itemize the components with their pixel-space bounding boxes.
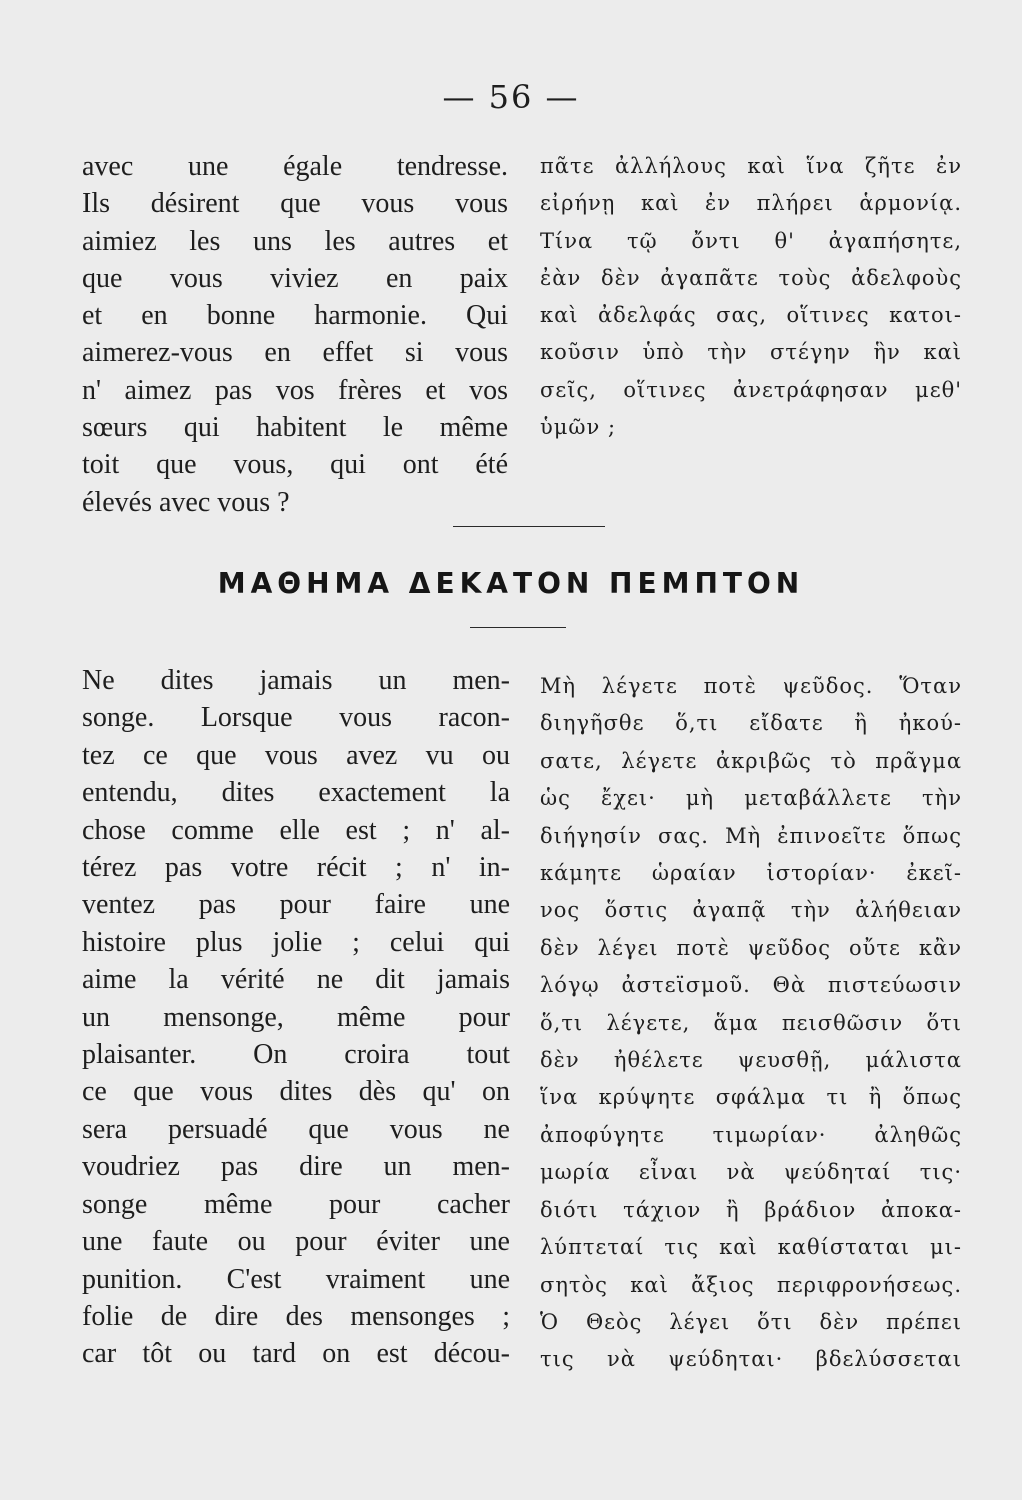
text-line: tez ce que vous avez vu ou [82, 739, 510, 771]
text-line: κάμητε ὡραίαν ἱστορίαν· ἐκεῖ- [540, 861, 962, 886]
text-line: ὅ,τι λέγετε, ἅμα πεισθῶσιν ὅτι [540, 1010, 962, 1035]
text-line: τις νὰ ψεύδηται· βδελύσσεται [540, 1347, 962, 1372]
text-line: Μὴ λέγετε ποτὲ ψεῦδος. Ὅταν [540, 674, 962, 698]
text-line: élevés avec vous ? [82, 486, 290, 518]
text-line: ἐὰν δὲν ἀγαπᾶτε τοὺς ἀδελφοὺς [540, 265, 962, 290]
text-line: que vous viviez en paix [82, 262, 508, 294]
text-line: διηγῆσθε ὅ,τι εἴδατε ἢ ἠκού- [540, 711, 962, 736]
top-divider-rule [453, 526, 605, 527]
text-line: διήγησίν σας. Μὴ ἐπινοεῖτε ὅπως [540, 823, 962, 848]
text-line: sœurs qui habitent le même [82, 412, 508, 444]
text-line: σητὸς καὶ ἄξιος περιφρονήσεως. [540, 1272, 962, 1297]
text-line: σατε, λέγετε ἀκριβῶς τὸ πρᾶγμα [540, 748, 962, 773]
top-greek-column [540, 148, 962, 446]
text-line: n' aimez pas vos frères et vos [82, 374, 508, 406]
text-line: διότι τάχιον ἢ βράδιον ἀποκα- [540, 1197, 962, 1222]
text-line: et en bonne harmonie. Qui [82, 300, 508, 332]
text-line: Ὁ Θεὸς λέγει ὅτι δὲν πρέπει [540, 1309, 962, 1334]
text-line: folie de dire des mensonges ; [82, 1300, 510, 1332]
text-line: voudriez pas dire un men- [82, 1151, 510, 1183]
text-line: δὲν ἠθέλετε ψευσθῇ, μάλιστα [540, 1048, 962, 1073]
text-line: πᾶτε ἀλλήλους καὶ ἵνα ζῆτε ἐν [540, 154, 962, 178]
text-line: μωρία εἶναι νὰ ψεύδηταί τις· [540, 1160, 962, 1185]
page-number: — 56 — [442, 78, 580, 116]
text-line: térez pas votre récit ; n' in- [82, 852, 510, 884]
text-line: car tôt ou tard on est décou- [82, 1338, 510, 1370]
bottom-greek-column [540, 668, 962, 1379]
text-line: κοῦσιν ὑπὸ τὴν στέγην ἣν καὶ [540, 340, 962, 365]
text-line: punition. C'est vraiment une [82, 1263, 510, 1295]
text-line: songe même pour cacher [82, 1188, 510, 1220]
text-line: un mensonge, même pour [82, 1001, 510, 1033]
text-line: εἰρήνῃ καὶ ἐν πλήρει ἁρμονίᾳ. [540, 191, 962, 216]
text-line: toit que vous, qui ont été [82, 449, 508, 481]
text-line: ἵνα κρύψητε σφάλμα τι ἢ ὅπως [540, 1085, 962, 1110]
text-line: ce que vous dites dès qu' on [82, 1076, 510, 1108]
text-line: chose comme elle est ; n' al- [82, 814, 510, 846]
text-line: ἀποφύγητε τιμωρίαν· ἀληθῶς [540, 1122, 962, 1147]
text-line: une faute ou pour éviter une [82, 1226, 510, 1258]
text-line: σεῖς, οἵτινες ἀνετράφησαν μεθ' [540, 377, 962, 402]
text-line: Ils désirent que vous vous [82, 188, 508, 220]
text-line: καὶ ἀδελφάς σας, οἵτινες κατοι- [540, 303, 962, 328]
text-line: sera persuadé que vous ne [82, 1113, 510, 1145]
text-line: histoire plus jolie ; celui qui [82, 926, 510, 958]
text-line: Ne dites jamais un men- [82, 665, 510, 696]
text-line: νος ὅστις ἀγαπᾷ τὴν ἀλήθειαν [540, 898, 962, 923]
text-line: ventez pas pour faire une [82, 889, 510, 921]
text-line: aimerez-vous en effet si vous [82, 337, 508, 369]
text-line: δὲν λέγει ποτὲ ψεῦδος οὔτε κἂν [540, 935, 962, 960]
text-line: avec une égale tendresse. [82, 151, 508, 182]
text-line: λόγῳ ἀστεϊσμοῦ. Θὰ πιστεύωσιν [540, 973, 962, 998]
top-french-column [82, 148, 508, 521]
text-line: aimiez les uns les autres et [82, 225, 508, 257]
text-line: ὑμῶν ; [540, 415, 617, 440]
text-line: ὡς ἔχει· μὴ μεταβάλλετε τὴν [540, 786, 962, 811]
lesson-title: ΜΑΘΗΜΑ ΔΕΚΑΤΟΝ ΠΕΜΠΤΟΝ [217, 567, 805, 600]
text-line: Τίνα τῷ ὄντι θ' ἀγαπήσητε, [540, 228, 962, 253]
text-line: entendu, dites exactement la [82, 777, 510, 809]
bottom-divider-rule [470, 627, 566, 628]
text-line: λύπτεταί τις καὶ καθίσταται μι- [540, 1235, 962, 1260]
text-line: plaisanter. On croira tout [82, 1039, 510, 1071]
text-line: aime la vérité ne dit jamais [82, 964, 510, 996]
bottom-french-column [82, 662, 510, 1373]
text-line: songe. Lorsque vous racon- [82, 702, 510, 734]
